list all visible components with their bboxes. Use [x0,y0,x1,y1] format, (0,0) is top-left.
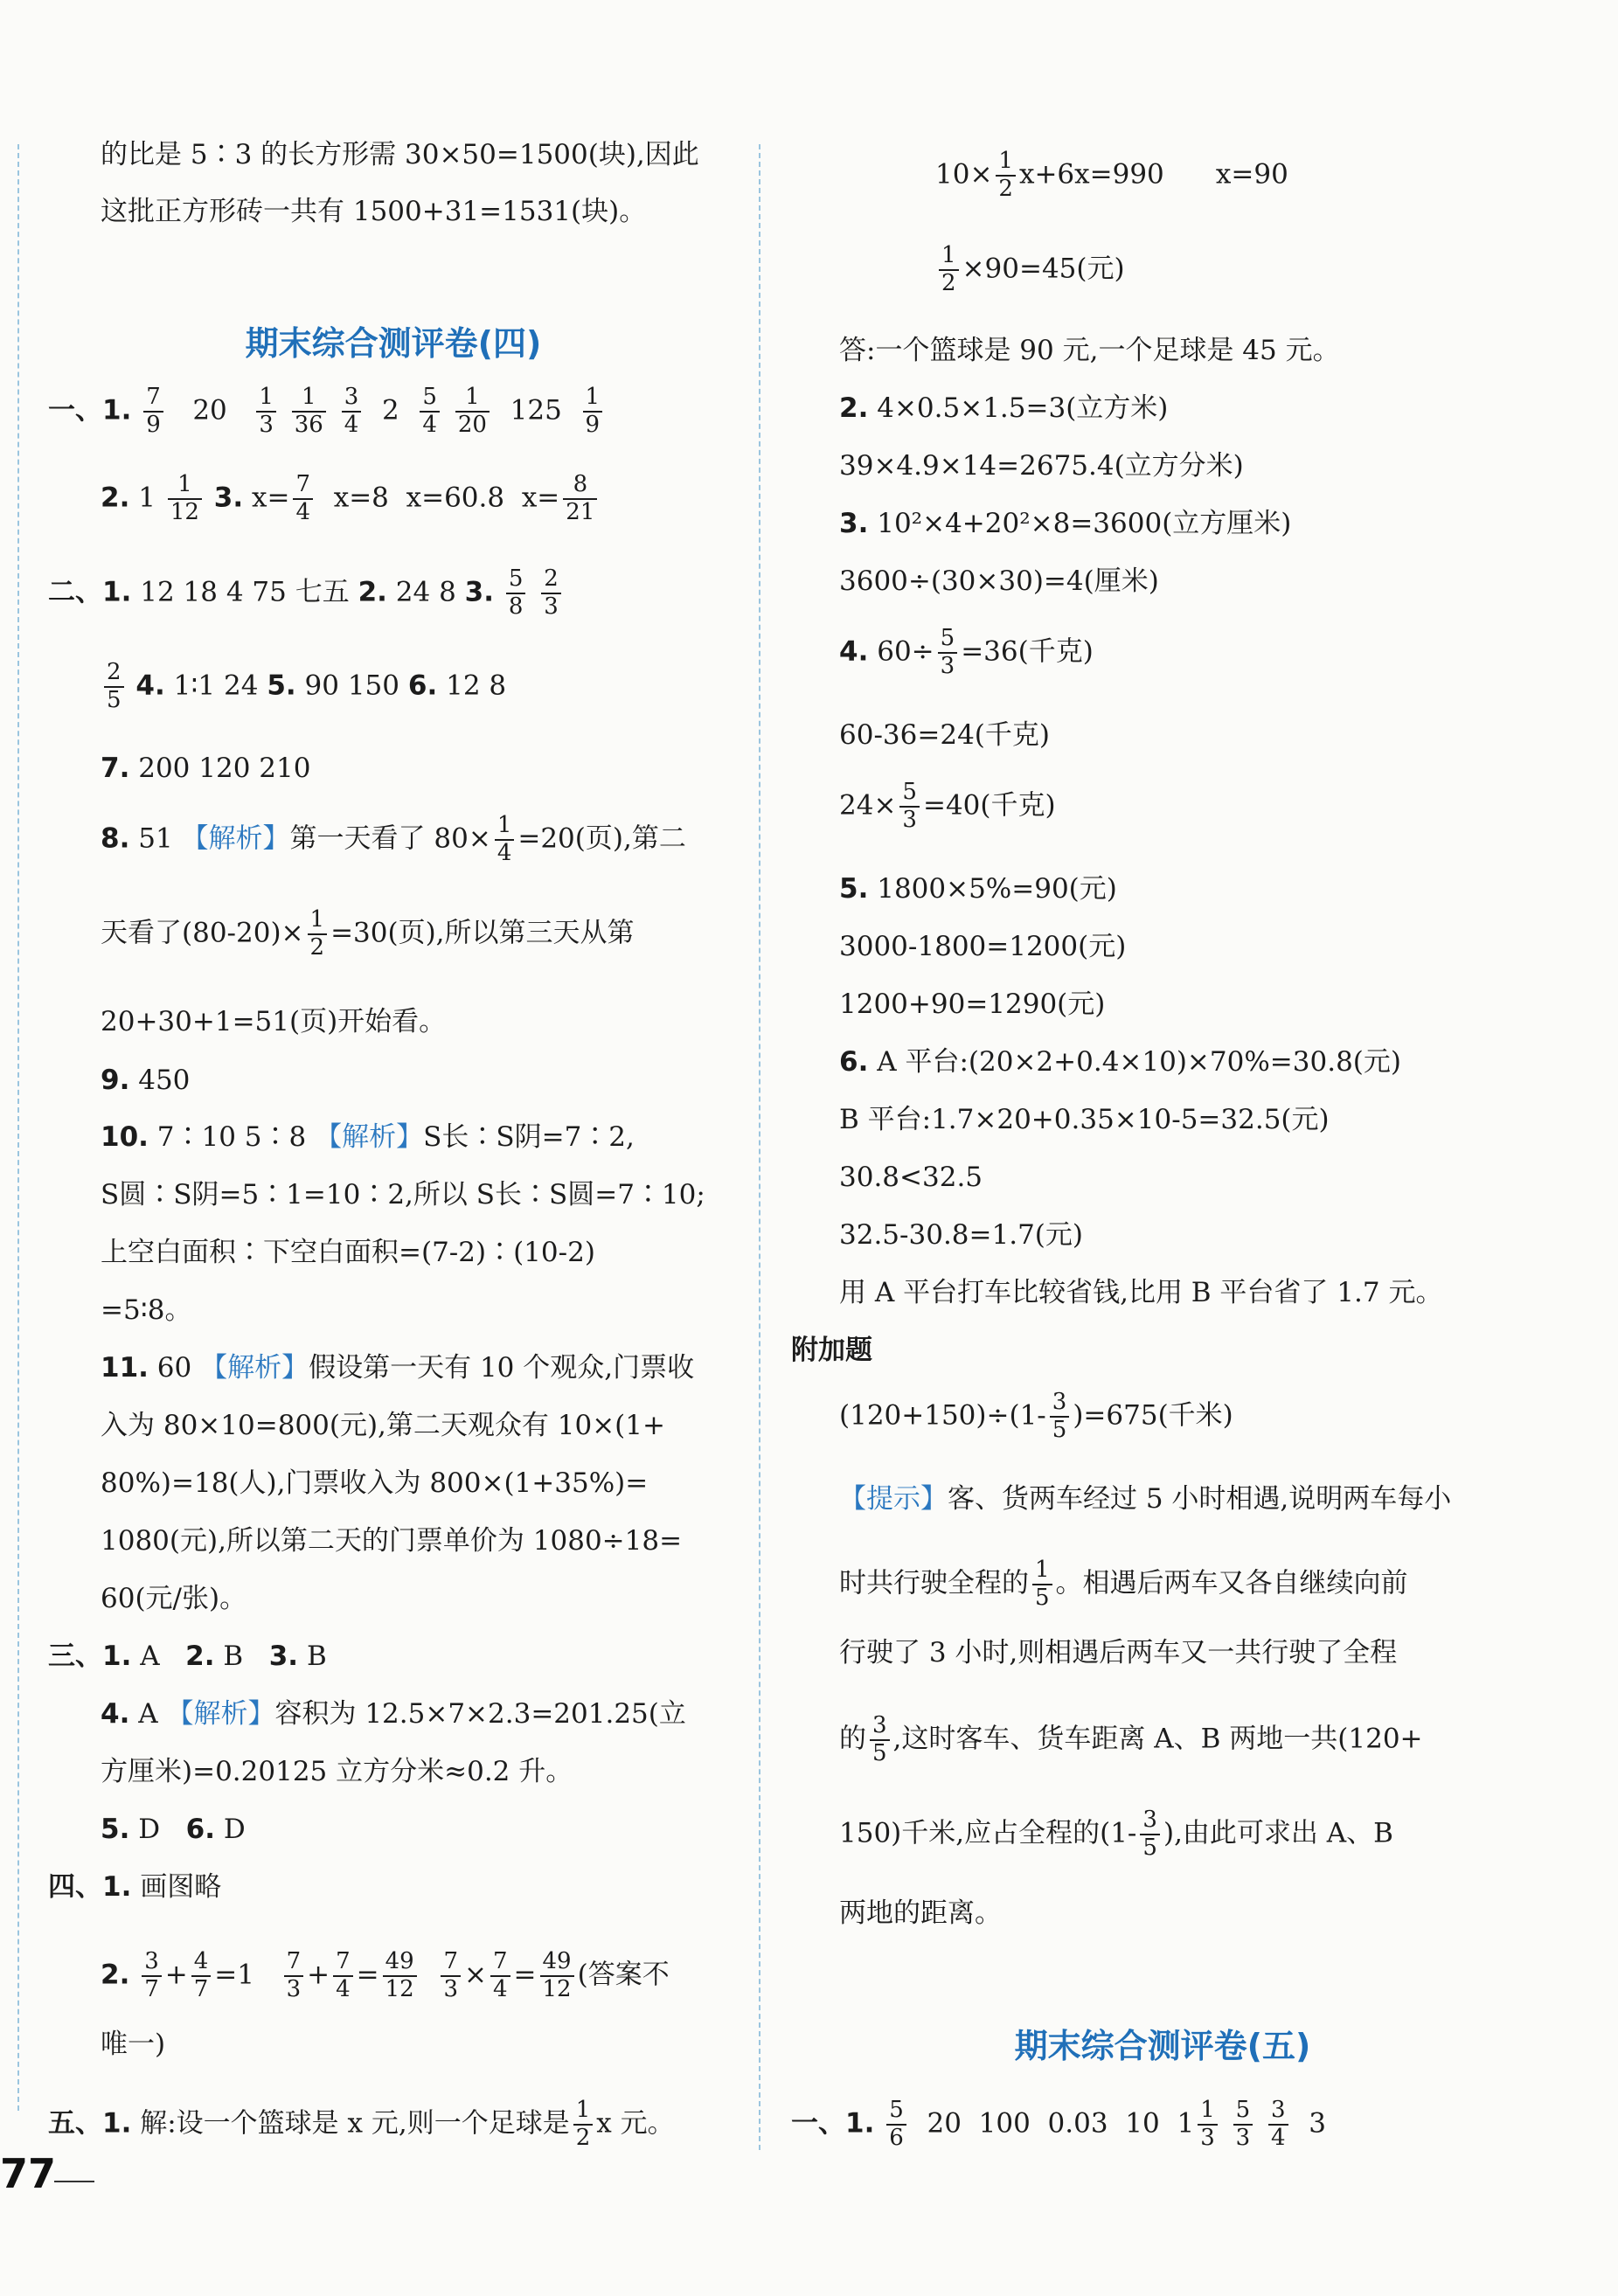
hint-line: 【提示】客、货两车经过 5 小时相遇,说明两车每小 [839,1483,1452,1515]
fraction: $\frac{5}{3}$ [1233,2098,1253,2152]
question-number: 11. [101,1352,149,1384]
answer-row: 5. 1800×5%=90(元) [839,873,1117,905]
fraction: $\frac{1}{2}$ [939,243,959,297]
question-number: 4. [101,1698,130,1730]
explanation-line: 80%)=18(人),门票收入为 800×(1+35%)= [101,1467,649,1499]
section-label: 二、 [48,576,102,608]
answer-row [48,566,565,621]
explanation-text: x 元。 [596,2107,675,2140]
answer-value: 24 8 [395,576,456,608]
answer-line: B 平台:1.7×20+0.35×10-5=32.5(元) [839,1104,1330,1135]
answer-value: D [223,1814,246,1845]
fraction: $\frac{1}{2}$ [573,2098,594,2152]
fraction: $\frac{5}{3}$ [899,780,920,834]
fraction: $\frac{49}{12}$ [540,1949,574,2003]
left-margin-rule [17,144,19,2111]
question-number: 2. [101,482,130,514]
answer-row [48,1870,221,1904]
answer-value: D [138,1814,161,1845]
fraction: $\frac{1}{5}$ [1032,1557,1052,1612]
explanation-line: 上空白面积∶下空白面积=(7-2)∶(10-2) [101,1237,595,1268]
answer-row [48,1120,635,1155]
fraction: $\frac{1}{2}$ [308,907,328,961]
question-number: 3. [464,576,495,608]
fraction: $\frac{49}{12}$ [383,1949,417,2003]
answer-line: 32.5-30.8=1.7(元) [839,1219,1083,1251]
question-number: 5. [267,669,296,702]
fraction: $\frac{3}{4}$ [342,385,362,439]
analysis-tag: 【解析】 [166,1698,275,1730]
fraction: $\frac{5}{3}$ [938,626,958,680]
fraction: $\frac{7}{4}$ [333,1949,353,2003]
hint-line: 时共行驶全程的 $\frac{1}{5}$ 。相遇后两车又各自继续向前 [839,1557,1408,1611]
page-number: 77 [0,2150,57,2197]
question-number: 8. [101,822,130,855]
hint-line: 的 $\frac{3}{5}$ ,这时客车、货车距离 A、B 两地一共(120+ [839,1712,1423,1766]
question-number: 1. [102,394,132,427]
fraction: $\frac{8}{21}$ [563,472,597,526]
answer-row: 2. $\frac{3}{7}$ + $\frac{4}{7}$ =1 $\frac{7}{3}$ + $\frac{7}{4}$ = $\frac{49}{12}$ $\frac{7}{3}$ × $\frac{7}{4}$ = $\frac{49}{12}$ (答案不 [101,1948,670,2002]
answer-value: B [223,1640,244,1672]
answer-value: A [138,1698,158,1730]
answer-line: 39×4.9×14=2675.4(立方分米) [839,450,1244,482]
answer-value: x=60.8 [406,482,505,514]
explanation-text: 解:设一个篮球是 x 元,则一个足球是 [140,2107,570,2140]
fraction: $\frac{7}{4}$ [490,1949,510,2003]
answer-line: 30.8<32.5 [839,1162,983,1193]
question-number: 1. [102,2107,132,2140]
answer-row [48,1640,327,1674]
section-label: 五、 [48,2107,102,2140]
page-number-rule [54,2181,94,2182]
answer-line: 3000-1800=1200(元) [839,931,1127,962]
section-label: 一、 [48,394,102,427]
answer-line: 60-36=24(千克) [839,719,1050,751]
fraction: $\frac{3}{5}$ [1050,1390,1070,1444]
answer-row [48,472,601,526]
answer-value: x=8 [333,482,389,514]
note-text: (答案不 [577,1959,670,1991]
answer-value: 12 8 [446,669,507,702]
answer-value: 7∶10 5∶8 [156,1121,307,1153]
answer-row: 6. A 平台:(20×2+0.4×10)×70%=30.8(元) [839,1046,1401,1078]
fraction: $\frac{1}{3}$ [1198,2098,1218,2152]
fraction: $\frac{1}{20}$ [455,385,490,439]
answer-row: 一、1. $\frac{5}{6}$ 20 100 0.03 10 1 $\frac{1}{3}$ $\frac{5}{3}$ $\frac{3}{4}$ 3 [791,2097,1327,2151]
analysis-tag: 【解析】 [181,822,290,855]
analysis-tag: 【解析】 [315,1121,424,1153]
question-number: 1. [102,1640,132,1672]
answer-row [48,752,310,786]
question-number: 5. [101,1814,130,1845]
fraction: $\frac{7}{9}$ [143,385,163,439]
question-number: 10. [101,1121,149,1153]
explanation-text: =30(页),所以第三天从第 [330,917,635,949]
explanation-line: 1080(元),所以第二天的门票单价为 1080÷18= [101,1525,683,1557]
fraction: $\frac{5}{6}$ [886,2098,906,2152]
fraction: $\frac{1}{3}$ [256,385,276,439]
answer-value: B [306,1640,327,1672]
hint-tag: 【提示】 [839,1483,948,1515]
extra-question-title: 附加题 [791,1335,872,1366]
explanation-line: S圆∶S阴=5∶1=10∶2,所以 S长∶S圆=7∶10; [101,1179,705,1210]
explanation-text: =20(页),第二 [517,822,686,855]
fraction: $\frac{7}{3}$ [441,1949,461,2003]
answer-value: 1 [138,482,156,514]
hint-line: 两地的距离。 [839,1897,1002,1929]
question-number: 2. [101,1959,130,1991]
answer-row [48,2098,675,2152]
continuation-line: 这批正方形砖一共有 1500+31=1531(块)。 [101,196,647,227]
answer-row [48,660,506,714]
answer-row [48,907,635,961]
analysis-tag: 【解析】 [200,1352,309,1384]
answer-value: 450 [138,1065,191,1096]
answer-row: 4. 60÷ $\frac{5}{3}$ =36(千克) [839,625,1094,679]
answer-row [48,813,686,867]
section-heading: 期末综合测评卷(四) [245,324,542,363]
fraction: $\frac{3}{7}$ [142,1949,162,2003]
explanation-line: 20+30+1=51(页)开始看。 [101,1006,447,1037]
answer-value: 51 [138,822,173,855]
fraction: $\frac{7}{4}$ [293,472,313,526]
answer-row [48,1697,686,1731]
fraction: $\frac{1}{9}$ [583,385,603,439]
answer-value: A [140,1640,160,1672]
question-number: 2. [185,1640,215,1672]
answer-row: 24× $\frac{5}{3}$ =40(千克) [839,779,1056,833]
fraction: $\frac{4}{7}$ [191,1949,212,2003]
answer-line: 答:一个篮球是 90 元,一个足球是 45 元。 [839,335,1340,366]
fraction: $\frac{3}{4}$ [1268,2098,1288,2152]
explanation-line: 入为 80×10=800(元),第二天观众有 10×(1+ [101,1410,665,1441]
explanation-text: 假设第一天有 10 个观众,门票收 [309,1352,695,1384]
answer-value: 125 [510,394,562,427]
hint-line: 行驶了 3 小时,则相遇后两车又一共行驶了全程 [839,1637,1398,1668]
answer-line: 用 A 平台打车比较省钱,比用 B 平台省了 1.7 元。 [839,1277,1443,1308]
answer-value: 2 [381,394,399,427]
answer-value: 12 18 4 75 七五 [140,576,350,608]
section-heading: 期末综合测评卷(五) [1014,2027,1311,2065]
continuation-line: 的比是 5∶3 的长方形需 30×50=1500(块),因此 [101,139,699,170]
answer-row [48,1064,190,1098]
answer-value: 画图略 [140,1871,222,1903]
answer-value: x= [521,482,560,514]
explanation-text: S长∶S阴=7∶2, [423,1121,635,1153]
answer-value: 20 [192,394,227,427]
note-line: 唯一) [101,2029,166,2060]
answer-row [48,1351,694,1385]
answer-value: 60 [156,1352,192,1384]
question-number: 9. [101,1065,130,1096]
question-number: 2. [358,576,387,608]
fraction: $\frac{1}{2}$ [996,149,1016,203]
fraction: $\frac{2}{5}$ [104,660,124,714]
equation-line: $\frac{1}{2}$ ×90=45(元) [935,243,1125,297]
hint-line: 150)千米,应占全程的(1- $\frac{3}{5}$ ),由此可求出 A、B [839,1807,1393,1861]
explanation-text: 容积为 12.5×7×2.3=201.25(立 [274,1698,686,1730]
answer-row: 2. 4×0.5×1.5=3(立方米) [839,392,1169,424]
question-number: 6. [407,669,438,702]
section-label: 三、 [48,1640,102,1672]
explanation-line: 方厘米)=0.20125 立方分米≈0.2 升。 [101,1756,573,1787]
fraction: $\frac{1}{4}$ [495,813,515,867]
answer-row [48,1813,246,1847]
answer-row: 3. 10²×4+20²×8=3600(立方厘米) [839,508,1292,539]
explanation-line: 60(元/张)。 [101,1583,247,1614]
equation-line: (120+150)÷(1- $\frac{3}{5}$ )=675(千米) [839,1389,1233,1443]
question-number: 3. [213,482,244,514]
fraction: $\frac{1}{12}$ [168,472,202,526]
question-number: 3. [268,1640,299,1672]
answer-value: 90 150 [304,669,400,702]
fraction: $\frac{5}{8}$ [506,566,526,621]
explanation-text: 第一天看了 80× [289,822,491,855]
question-number: 4. [135,669,165,702]
question-number: 1. [102,576,132,608]
question-number: 1. [102,1871,132,1903]
column-divider [759,144,760,2150]
fraction: $\frac{7}{3}$ [284,1949,304,2003]
explanation-text: 天看了(80-20)× [101,917,304,949]
explanation-line: =5∶8。 [101,1294,192,1326]
answer-value: x= [251,482,290,514]
equation-line: 10× $\frac{1}{2}$ x+6x=990 x=90 [935,148,1288,202]
answer-row [48,385,606,439]
section-label: 四、 [48,1871,102,1903]
fraction: $\frac{3}{5}$ [870,1713,890,1767]
answer-line: 1200+90=1290(元) [839,988,1106,1020]
fraction: $\frac{1}{36}$ [292,385,326,439]
fraction: $\frac{2}{3}$ [541,566,561,621]
fraction: $\frac{5}{4}$ [420,385,440,439]
fraction: $\frac{3}{5}$ [1140,1807,1160,1862]
answer-value: 200 120 210 [138,753,311,784]
question-number: 7. [101,753,130,784]
question-number: 6. [185,1814,215,1845]
answer-value: 1∶1 24 [173,669,259,702]
answer-line: 3600÷(30×30)=4(厘米) [839,565,1159,597]
